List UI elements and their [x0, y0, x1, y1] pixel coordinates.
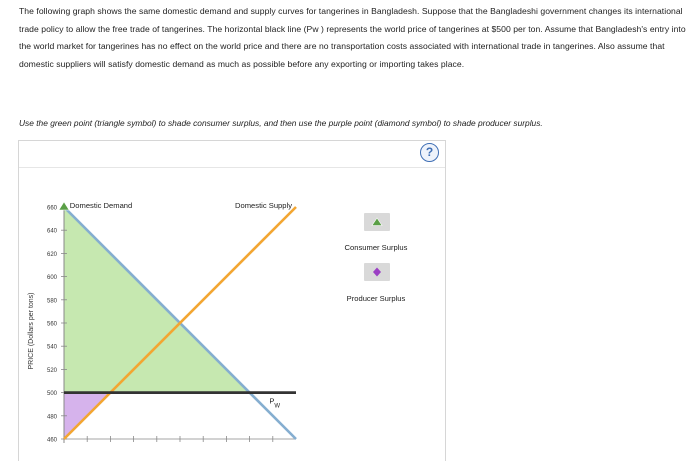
y-tick-label: 600 — [46, 275, 57, 282]
y-tick-label: 640 — [46, 228, 57, 235]
triangle-icon — [364, 213, 390, 231]
world-price-label: $P_W$ — [269, 396, 281, 410]
consumer-surplus-handle — [59, 202, 69, 210]
y-axis-label: PRICE (Dollars per tons) — [28, 292, 35, 370]
graph-panel — [18, 140, 446, 461]
y-tick-label: 460 — [46, 437, 57, 444]
y-tick-label: 520 — [46, 367, 57, 374]
y-tick-label: 620 — [46, 251, 57, 258]
intro-text: The following graph shows the same domestic demand and supply curves for tangerines in Bangladesh. Suppose that the Bangladeshi government changes its international trade policy to allow the free trade of tangerines. The horizontal black line (Pw ) represents the world price of tangerines at $500 per ton. Assume that Bangladesh's entry into the world market for tangerines has no effect on the world price and there are no transportation costs associated with international trade in tangerines. Also assume that domestic suppliers will satisfy domestic demand as much as possible before any exporting or importing takes place. — [19, 6, 686, 69]
y-tick-label: 480 — [46, 414, 57, 421]
y-tick-label: 660 — [46, 205, 57, 212]
instruction-text: Use the green point (triangle symbol) to shade consumer surplus, and then use the purple point (diamond symbol) to shade producer surplus. — [19, 118, 543, 128]
y-tick-label: 540 — [46, 344, 57, 351]
diamond-icon — [364, 263, 390, 281]
supply-label: Domestic Supply — [235, 201, 292, 211]
y-tick-label: 500 — [46, 391, 57, 398]
consumer-surplus-label: Consumer Surplus — [344, 243, 408, 252]
demand-label: Domestic Demand — [69, 201, 133, 211]
producer-surplus-label: Producer Surplus — [346, 294, 406, 303]
y-tick-label: 560 — [46, 321, 57, 328]
consumer-surplus-tool[interactable] — [364, 213, 390, 231]
producer-surplus-tool[interactable] — [364, 263, 390, 281]
y-tick-label: 580 — [46, 298, 57, 305]
help-icon[interactable]: ? — [420, 143, 439, 162]
